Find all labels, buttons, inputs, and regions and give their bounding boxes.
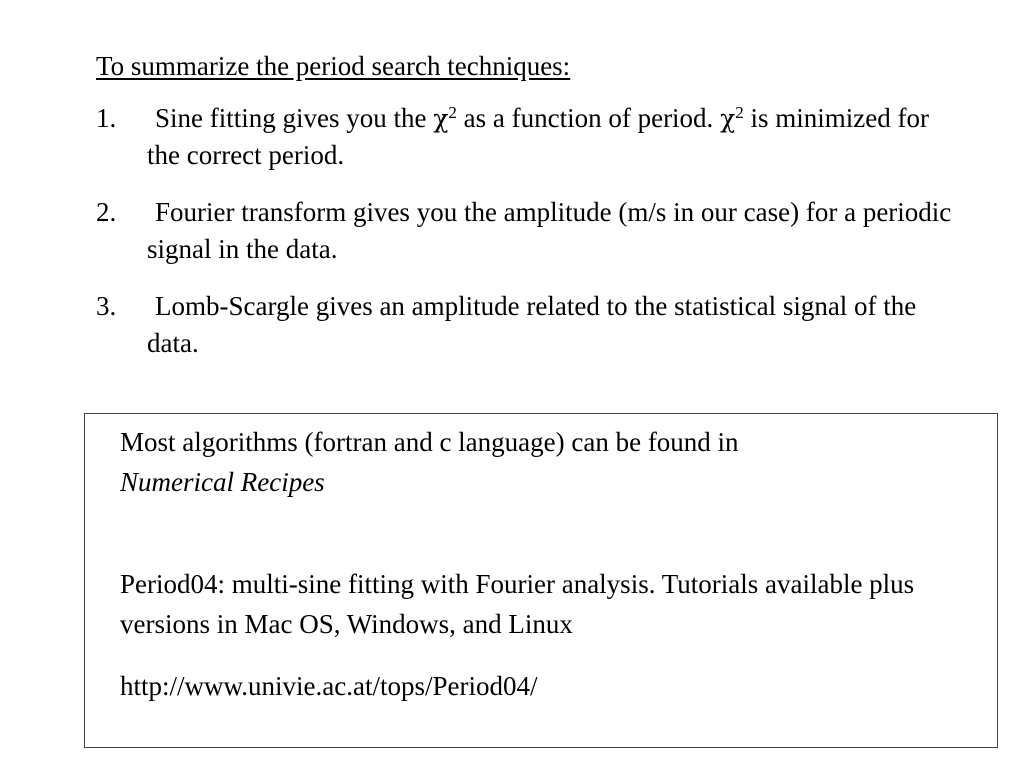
superscript: 2	[735, 103, 744, 122]
item-text-part: Sine fitting gives you the	[155, 103, 434, 133]
resources-box	[84, 413, 998, 748]
list-item	[96, 194, 956, 268]
chi-symbol: χ	[720, 104, 736, 133]
item-number: 1.	[96, 103, 117, 133]
item-text	[147, 288, 956, 362]
period04-url[interactable]: http://www.univie.ac.at/tops/Period04/	[120, 671, 538, 701]
item-text	[147, 194, 956, 268]
algorithms-text: Most algorithms (fortran and c language) can be found in	[120, 427, 739, 457]
item-text	[147, 100, 956, 174]
item-text-part: as a function of period.	[456, 103, 721, 133]
period04-description: Period04: multi-sine fitting with Fourier analysis. Tutorials available plus versions in Mac OS, Windows, and Linux	[120, 569, 915, 639]
item-text-part: is minimized for the correct period.	[147, 103, 929, 170]
algorithms-note	[120, 422, 980, 502]
item-text-part: Lomb-Scargle gives an amplitude related to the statistical signal of the data.	[147, 291, 917, 358]
technique-list	[96, 100, 956, 382]
chi-symbol: χ	[433, 104, 449, 133]
item-number: 2.	[96, 197, 117, 227]
list-item	[96, 100, 956, 174]
list-item	[96, 288, 956, 362]
slide-heading: To summarize the period search techniques:	[96, 51, 571, 81]
book-title: Numerical Recipes	[120, 467, 325, 497]
item-text-part: Fourier transform gives you the amplitude (m/s in our case) for a periodic signal in the data.	[147, 197, 952, 264]
item-number: 3.	[96, 291, 117, 321]
superscript: 2	[448, 103, 457, 122]
